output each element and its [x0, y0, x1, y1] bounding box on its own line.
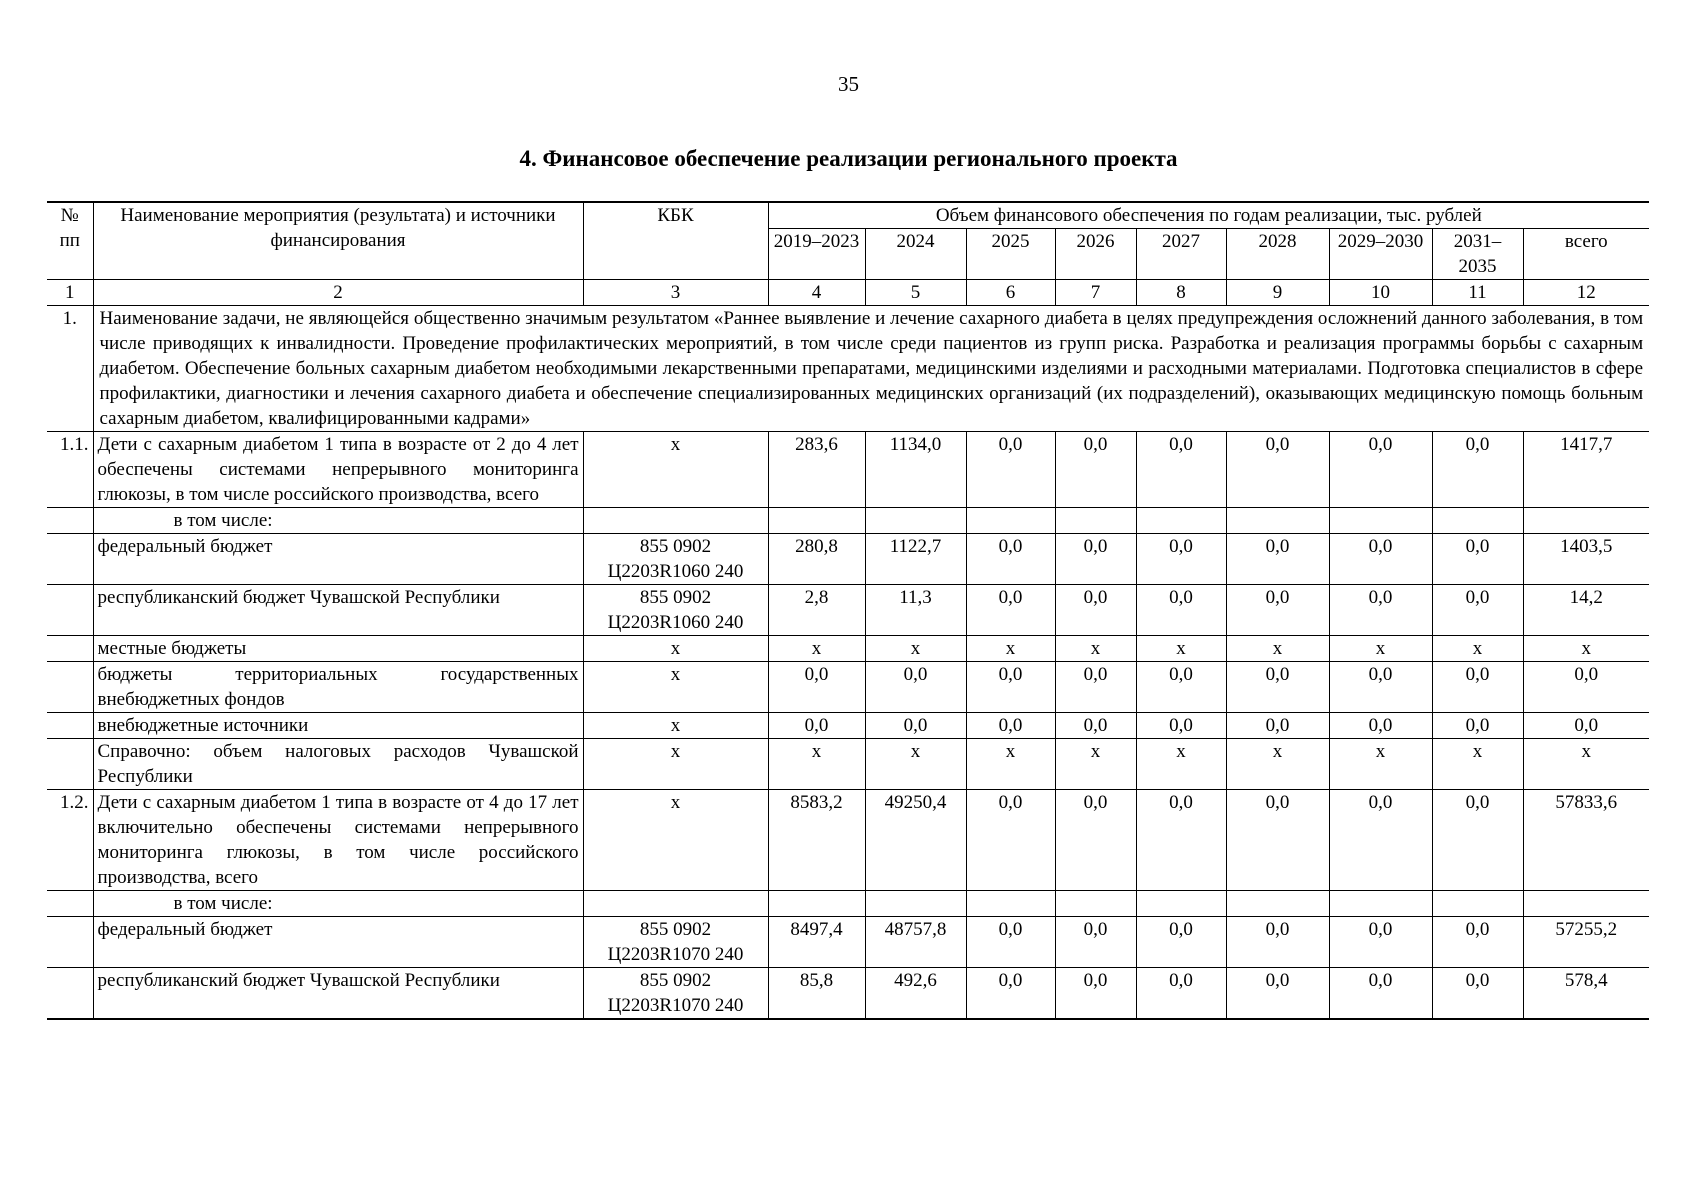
row-value: 8583,2: [768, 790, 865, 891]
column-number: 2: [93, 280, 583, 306]
task-row: [47, 306, 1649, 432]
row-value: 0,0: [1055, 917, 1136, 968]
row-name: местные бюджеты: [93, 636, 583, 662]
row-value: 0,0: [1226, 917, 1329, 968]
row-value: [865, 508, 966, 534]
table-row: [47, 534, 1649, 585]
column-number: 11: [1432, 280, 1523, 306]
header-year: 2029–2030: [1329, 229, 1432, 280]
row-value: 0,0: [1226, 713, 1329, 739]
row-value: x: [1432, 739, 1523, 790]
kbk-line: Ц2203R1070 240: [607, 944, 744, 965]
row-value: 0,0: [1432, 534, 1523, 585]
row-value: x: [1136, 636, 1226, 662]
row-number: [47, 662, 93, 713]
row-number: [47, 508, 93, 534]
row-value: x: [865, 636, 966, 662]
row-value: [966, 891, 1055, 917]
row-total: 1417,7: [1523, 432, 1649, 508]
header-total: всего: [1523, 229, 1649, 280]
subheading-row: [47, 891, 1649, 917]
row-kbk: [583, 432, 768, 508]
row-total: 57255,2: [1523, 917, 1649, 968]
row-total: 0,0: [1523, 713, 1649, 739]
row-total: x: [1523, 739, 1649, 790]
row-value: x: [966, 636, 1055, 662]
header-kbk: КБК: [583, 202, 768, 280]
row-name: в том числе:: [93, 508, 583, 534]
row-value: x: [1226, 636, 1329, 662]
row-value: [768, 508, 865, 534]
row-value: 0,0: [1329, 534, 1432, 585]
row-value: 0,0: [1432, 790, 1523, 891]
table-row: [47, 968, 1649, 1020]
row-number: 1.1.: [47, 432, 93, 508]
row-name: федеральный бюджет: [93, 534, 583, 585]
row-value: 0,0: [1136, 534, 1226, 585]
row-value: 0,0: [1432, 713, 1523, 739]
row-value: 0,0: [1432, 432, 1523, 508]
row-value: 0,0: [1226, 968, 1329, 1020]
row-number: [47, 585, 93, 636]
kbk-line: x: [670, 741, 681, 762]
row-value: 283,6: [768, 432, 865, 508]
row-name: внебюджетные источники: [93, 713, 583, 739]
row-value: 8497,4: [768, 917, 865, 968]
column-number: 9: [1226, 280, 1329, 306]
row-value: [768, 891, 865, 917]
row-value: 0,0: [1329, 662, 1432, 713]
row-total: 578,4: [1523, 968, 1649, 1020]
financing-table: [47, 201, 1649, 1020]
row-value: [865, 891, 966, 917]
kbk-line: 855 0902: [639, 536, 712, 557]
row-name: Справочно: объем налоговых расходов Чувашской Республики: [93, 739, 583, 790]
row-value: [966, 508, 1055, 534]
header-year: 2028: [1226, 229, 1329, 280]
row-value: 0,0: [1055, 662, 1136, 713]
row-value: 0,0: [1055, 534, 1136, 585]
row-value: 0,0: [1226, 662, 1329, 713]
kbk-line: Ц2203R1070 240: [607, 995, 744, 1016]
row-name: республиканский бюджет Чувашской Республики: [93, 585, 583, 636]
page-title: 4. Финансовое обеспечение реализации регионального проекта: [519, 146, 1178, 171]
row-value: 0,0: [966, 585, 1055, 636]
table-row: [47, 432, 1649, 508]
table-row: [47, 739, 1649, 790]
row-kbk: [583, 968, 768, 1020]
header-year: 2027: [1136, 229, 1226, 280]
row-kbk: [583, 891, 768, 917]
row-value: 85,8: [768, 968, 865, 1020]
row-value: 0,0: [1329, 713, 1432, 739]
row-number: [47, 968, 93, 1020]
row-value: 1122,7: [865, 534, 966, 585]
header-year: 2019–2023: [768, 229, 865, 280]
row-value: 0,0: [1055, 585, 1136, 636]
row-value: 0,0: [1329, 432, 1432, 508]
row-value: 49250,4: [865, 790, 966, 891]
row-value: 0,0: [1055, 713, 1136, 739]
row-value: x: [1432, 636, 1523, 662]
table-row: [47, 662, 1649, 713]
row-value: 0,0: [768, 713, 865, 739]
column-number: 5: [865, 280, 966, 306]
row-value: 280,8: [768, 534, 865, 585]
row-value: 0,0: [1136, 790, 1226, 891]
row-value: 0,0: [1226, 432, 1329, 508]
header-row-1: [47, 202, 1649, 229]
header-year: 2031–2035: [1432, 229, 1523, 280]
table-row: [47, 585, 1649, 636]
row-kbk: [583, 713, 768, 739]
row-total: 0,0: [1523, 662, 1649, 713]
subheading-row: [47, 508, 1649, 534]
row-value: 0,0: [865, 713, 966, 739]
row-value: 0,0: [1226, 585, 1329, 636]
row-value: 492,6: [865, 968, 966, 1020]
row-name: в том числе:: [93, 891, 583, 917]
kbk-line: x: [670, 715, 681, 736]
header-year: 2026: [1055, 229, 1136, 280]
row-value: 0,0: [1432, 968, 1523, 1020]
kbk-line: x: [670, 792, 681, 813]
row-kbk: [583, 636, 768, 662]
row-value: [1432, 508, 1523, 534]
table-row: [47, 636, 1649, 662]
row-name: бюджеты территориальных государственных внебюджетных фондов: [93, 662, 583, 713]
row-number: 1.2.: [47, 790, 93, 891]
row-value: 0,0: [1136, 713, 1226, 739]
table-row: [47, 917, 1649, 968]
row-kbk: [583, 739, 768, 790]
row-value: [1136, 891, 1226, 917]
row-value: x: [768, 636, 865, 662]
row-kbk: [583, 662, 768, 713]
row-number: [47, 739, 93, 790]
kbk-line: Ц2203R1060 240: [607, 612, 744, 633]
kbk-line: 855 0902: [639, 919, 712, 940]
row-total: x: [1523, 636, 1649, 662]
row-value: 0,0: [1432, 917, 1523, 968]
row-name: республиканский бюджет Чувашской Республики: [93, 968, 583, 1020]
row-value: x: [1329, 739, 1432, 790]
column-number-row: [47, 280, 1649, 306]
column-number: 1: [47, 280, 93, 306]
row-value: 0,0: [1055, 432, 1136, 508]
row-total: 57833,6: [1523, 790, 1649, 891]
row-value: [1432, 891, 1523, 917]
kbk-line: 855 0902: [639, 587, 712, 608]
row-value: 0,0: [966, 432, 1055, 508]
header-num: № пп: [47, 202, 93, 280]
kbk-line: 855 0902: [639, 970, 712, 991]
row-value: 0,0: [1136, 585, 1226, 636]
row-value: 1134,0: [865, 432, 966, 508]
row-kbk: [583, 585, 768, 636]
header-volume: Объем финансового обеспечения по годам реализации, тыс. рублей: [768, 202, 1649, 229]
row-value: 0,0: [1136, 917, 1226, 968]
row-value: 2,8: [768, 585, 865, 636]
row-value: 0,0: [1226, 790, 1329, 891]
row-value: x: [1226, 739, 1329, 790]
column-number: 6: [966, 280, 1055, 306]
row-value: 0,0: [1432, 585, 1523, 636]
row-value: 0,0: [1329, 790, 1432, 891]
kbk-line: x: [670, 664, 681, 685]
row-total: 1403,5: [1523, 534, 1649, 585]
kbk-line: x: [670, 434, 681, 455]
page-number: 35: [838, 72, 859, 96]
row-value: [1226, 508, 1329, 534]
row-kbk: [583, 534, 768, 585]
row-value: 0,0: [1329, 585, 1432, 636]
row-value: 0,0: [966, 662, 1055, 713]
row-value: 0,0: [1136, 968, 1226, 1020]
row-value: 0,0: [1226, 534, 1329, 585]
row-kbk: [583, 917, 768, 968]
row-value: x: [768, 739, 865, 790]
row-value: 11,3: [865, 585, 966, 636]
row-total: 14,2: [1523, 585, 1649, 636]
row-kbk: [583, 508, 768, 534]
row-value: 0,0: [966, 713, 1055, 739]
row-value: 0,0: [865, 662, 966, 713]
row-value: 0,0: [1432, 662, 1523, 713]
row-number: [47, 636, 93, 662]
row-value: 0,0: [966, 968, 1055, 1020]
row-value: 0,0: [966, 534, 1055, 585]
row-number: [47, 917, 93, 968]
row-value: [1136, 508, 1226, 534]
column-number: 10: [1329, 280, 1432, 306]
row-number: [47, 534, 93, 585]
column-number: 12: [1523, 280, 1649, 306]
row-value: [1055, 891, 1136, 917]
header-name: Наименование мероприятия (результата) и источники финансирования: [93, 202, 583, 280]
row-value: 0,0: [768, 662, 865, 713]
row-value: [1329, 891, 1432, 917]
row-value: 0,0: [1329, 968, 1432, 1020]
row-total: [1523, 508, 1649, 534]
row-value: x: [966, 739, 1055, 790]
row-value: 0,0: [1055, 968, 1136, 1020]
row-value: x: [1136, 739, 1226, 790]
table-row: [47, 713, 1649, 739]
row-value: [1055, 508, 1136, 534]
row-name: Дети с сахарным диабетом 1 типа в возрасте от 2 до 4 лет обеспечены системами непрерывного мониторинга глюкозы, в том числе российского производства, всего: [93, 432, 583, 508]
row-value: 0,0: [1329, 917, 1432, 968]
row-value: 0,0: [966, 790, 1055, 891]
row-value: x: [1329, 636, 1432, 662]
row-value: [1329, 508, 1432, 534]
kbk-line: x: [670, 638, 681, 659]
task-description: Наименование задачи, не являющейся общественно значимым результатом «Раннее выявление и лечение сахарного диабета в целях предупреждения осложнений данного заболевания, в том числе приводящих к инвалидности. Проведение профилактических мероприятий, в том числе среди пациентов из групп риска. Разработка и реализация программы борьбы с сахарным диабетом. Обеспечение больных сахарным диабетом необходимыми лекарственными препаратами, медицинскими изделиями и расходными материалами. Подготовка специалистов в сфере профилактики, диагностики и лечения сахарного диабета и обеспечение специализированных медицинских организаций (их подразделений), оказывающих медицинскую помощь больным сахарным диабетом, квалифицированными кадрами»: [93, 306, 1649, 432]
kbk-line: Ц2203R1060 240: [607, 561, 744, 582]
row-value: 48757,8: [865, 917, 966, 968]
row-name: Дети с сахарным диабетом 1 типа в возрасте от 4 до 17 лет включительно обеспечены системами непрерывного мониторинга глюкозы, в том числе российского производства, всего: [93, 790, 583, 891]
row-value: [1226, 891, 1329, 917]
row-value: 0,0: [966, 917, 1055, 968]
table-row: [47, 790, 1649, 891]
row-value: x: [1055, 636, 1136, 662]
task-number: 1.: [47, 306, 93, 432]
header-year: 2024: [865, 229, 966, 280]
column-number: 4: [768, 280, 865, 306]
row-name: федеральный бюджет: [93, 917, 583, 968]
header-year: 2025: [966, 229, 1055, 280]
row-total: [1523, 891, 1649, 917]
row-value: x: [1055, 739, 1136, 790]
row-number: [47, 713, 93, 739]
row-value: 0,0: [1055, 790, 1136, 891]
row-number: [47, 891, 93, 917]
column-number: 8: [1136, 280, 1226, 306]
row-kbk: [583, 790, 768, 891]
row-value: x: [865, 739, 966, 790]
row-value: 0,0: [1136, 432, 1226, 508]
column-number: 3: [583, 280, 768, 306]
row-value: 0,0: [1136, 662, 1226, 713]
column-number: 7: [1055, 280, 1136, 306]
